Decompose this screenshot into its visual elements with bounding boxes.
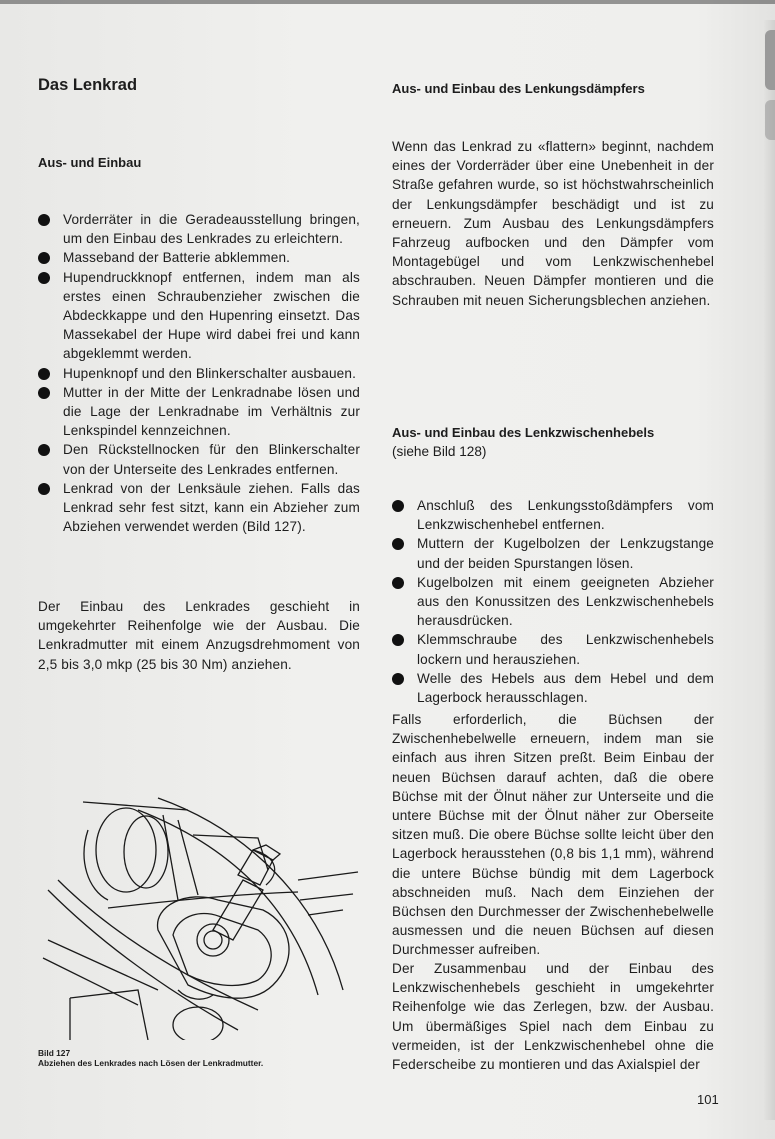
bullet-icon [38,387,50,399]
bullet-icon [38,252,50,264]
page-title: Das Lenkrad [38,76,138,94]
lever-section-heading: Aus- und Einbau des Lenkzwischenhebels [392,425,655,440]
list-item: Klemmschraube des Lenkzwischenhebels lockern und herausziehen. [392,630,714,668]
bullet-icon [392,634,404,646]
list-item: Masseband der Batterie abklemmen. [38,248,360,267]
page-edge-shading [763,20,775,1120]
scan-artifact [765,30,775,90]
list-item: Kugelbolzen mit einem geeigneten Abzieher aus den Konussitzen des Lenkzwischenhebels herausdrücken. [392,573,714,631]
bullet-icon [392,577,404,589]
lever-section-subheading: (siehe Bild 128) [392,444,487,459]
bullet-icon [38,214,50,226]
assembly-paragraph: Der Zusammenbau und der Einbau des Lenkzwischenhebels geschieht in umgekehrter Reihenfolge wie das Zerlegen, bzw. der Ausbau. Um übermäßiges Spiel nach dem Einbau zu vermeiden, ist der Lenkzwischenhebel ohne die Federscheibe zu montieren und das Axialspiel der [392,961,714,1073]
list-item: Den Rückstellnocken für den Blinkerschalter von der Unterseite des Lenkrades entfernen. [38,440,360,478]
page-number: 101 [697,1092,719,1107]
list-item: Muttern der Kugelbolzen der Lenkzugstange und der beiden Spurstangen lösen. [392,534,714,572]
bullet-icon [392,673,404,685]
list-item: Anschluß des Lenkungsstoßdämpfers vom Lenkzwischenhebel entfernen. [392,496,714,534]
lever-steps-list [392,496,714,707]
bullet-icon [38,272,50,284]
damper-section-heading: Aus- und Einbau des Lenkungsdämpfers [392,81,645,96]
figure-label: Bild 127 [38,1048,71,1058]
bullet-icon [38,444,50,456]
damper-paragraph: Wenn das Lenkrad zu «flattern» beginnt, nachdem eines der Vorderräder über eine Unebenheit in der Straße gefahren wurde, so ist höchstwahrscheinlich der Lenkungsdämpfer beschädigt und ist zu erneuern. Zum Ausbau des Lenkungsdämpfers Fahrzeug aufbocken und den Dämpfer vom Montagebügel und vom Lenkzwischenhebel abschrauben. Neuen Dämpfer montieren und die Schrauben mit neuen Sicherungsblechen anziehen. [392,139,714,308]
list-item: Mutter in der Mitte der Lenkradnabe lösen und die Lage der Lenkradnabe im Verhältnis zur Lenkspindel kennzeichnen. [38,383,360,441]
list-item: Welle des Hebels aus dem Hebel und dem Lagerbock herausschlagen. [392,669,714,707]
list-item: Hupendruckknopf entfernen, indem man als erstes einen Schraubenzieher zwischen die Abdeckkappe und den Hupenring einsetzt. Das Massekabel der Hupe wird dabei frei und kann abgeklemmt werden. [38,268,360,364]
scan-edge-shadow [0,0,775,4]
figure-caption: Abziehen des Lenkrades nach Lösen der Lenkradmutter. [38,1058,264,1068]
scan-artifact [765,100,775,140]
list-item: Vorderräter in die Geradeausstellung bringen, um den Einbau des Lenkrades zu erleichtern. [38,210,360,248]
steps-list [38,210,360,536]
bullet-icon [38,368,50,380]
bullet-icon [38,483,50,495]
list-item: Lenkrad von der Lenksäule ziehen. Falls das Lenkrad sehr fest sitzt, kann ein Abzieher zum Abziehen verwendet werden (Bild 127). [38,479,360,537]
bullet-icon [392,500,404,512]
bushing-paragraph: Falls erforderlich, die Büchsen der Zwischenhebelwelle erneuern, indem man sie einfach aus ihren Sitzen preßt. Beim Einbau der neuen Büchsen darauf achten, daß die obere Büchse mit der Ölnut näher zur Unterseite und die untere Büchse mit der Ölnut näher zur Oberseite sitzen muß. Die obere Büchse sollte leicht über den Lagerbock herausstehen (0,8 bis 1,1 mm), während die untere Büchse bündig mit dem Lagerbock abschneiden muß. Nach dem Einziehen der Büchsen den Durchmesser der Zwischenhebelwelle ausmessen und die neuen Büchsen auf diesen Durchmesser aufreiben. [392,712,714,958]
steering-wheel-puller-drawing [38,790,360,1040]
section-heading: Aus- und Einbau [38,155,142,170]
list-item: Hupenknopf und den Blinkerschalter ausbauen. [38,364,360,383]
closing-paragraph: Der Einbau des Lenkrades geschieht in umgekehrter Reihenfolge wie der Ausbau. Die Lenkradmutter mit einem Anzugsdrehmoment von 2,5 bis 3,0 mkp (25 bis 30 Nm) anziehen. [38,599,360,672]
bullet-icon [392,538,404,550]
